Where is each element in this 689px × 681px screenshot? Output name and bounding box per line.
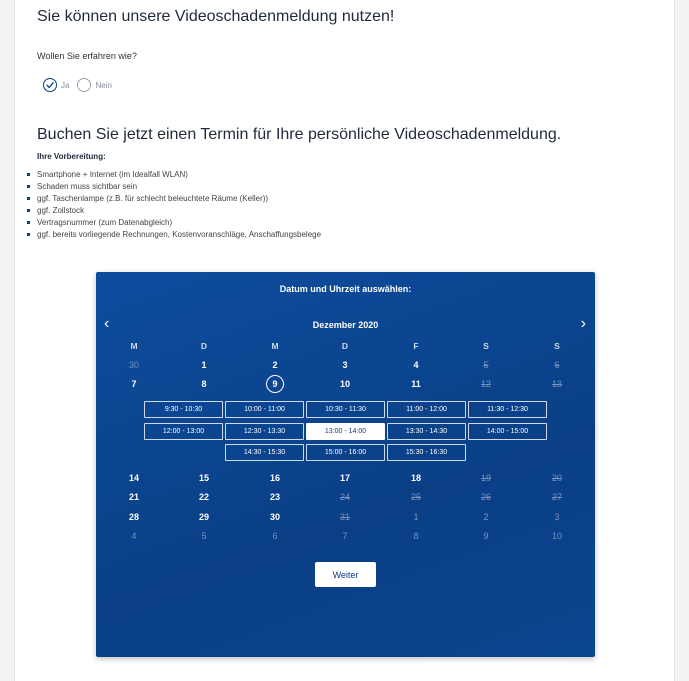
calendar-week-row xyxy=(96,377,595,391)
time-slot[interactable]: 10:00 - 11:00 xyxy=(225,401,304,418)
weekday-label: S xyxy=(554,341,560,351)
time-slot[interactable]: 14:30 - 15:30 xyxy=(225,444,304,461)
calendar-week-row xyxy=(96,529,595,543)
list-item xyxy=(27,205,321,217)
calendar-day: 1 xyxy=(413,512,419,522)
calendar-day[interactable]: 28 xyxy=(128,512,139,522)
time-slot[interactable]: 15:00 - 16:00 xyxy=(306,444,385,461)
calendar-day[interactable]: 7 xyxy=(131,379,137,389)
prep-item-text: ggf. Zollstock xyxy=(37,206,85,215)
prep-list xyxy=(27,169,321,241)
weekday-label: F xyxy=(413,341,419,351)
calendar-day: 27 xyxy=(551,492,562,502)
calendar-day[interactable]: 18 xyxy=(410,473,421,483)
time-slot[interactable]: 14:00 - 15:00 xyxy=(468,423,547,440)
calendar-day: 26 xyxy=(480,492,491,502)
prep-item-text: Vertragsnummer (zum Datenabgleich) xyxy=(37,218,173,227)
calendar-day[interactable]: 3 xyxy=(342,360,348,370)
weekday-label: M xyxy=(271,341,279,351)
calendar-day: 8 xyxy=(413,531,419,541)
bullet-icon xyxy=(27,221,30,224)
calendar-day[interactable]: 22 xyxy=(198,492,209,502)
calendar-day: 25 xyxy=(410,492,421,502)
bullet-icon xyxy=(27,185,30,188)
calendar-week-row xyxy=(96,358,595,372)
bullet-icon xyxy=(27,233,30,236)
radio-nein-label: Nein xyxy=(95,80,112,90)
selected-day-ring: 9 xyxy=(266,375,284,393)
calendar-day[interactable]: 4 xyxy=(413,360,419,370)
time-slot[interactable]: 12:00 - 13:00 xyxy=(144,423,223,440)
calendar-day[interactable]: 16 xyxy=(269,473,280,483)
chevron-right-icon[interactable]: › xyxy=(580,315,586,332)
calendar-day: 24 xyxy=(339,492,350,502)
prep-item-text: Schaden muss sichtbar sein xyxy=(37,182,138,191)
bullet-icon xyxy=(27,173,30,176)
calendar-day[interactable]: 11 xyxy=(411,379,421,389)
radio-nein[interactable] xyxy=(77,78,111,92)
time-slot[interactable]: 11:00 - 12:00 xyxy=(387,401,466,418)
calendar-day: 9 xyxy=(483,531,489,541)
calendar-day[interactable]: 30 xyxy=(269,512,280,522)
chevron-left-icon[interactable]: ‹ xyxy=(104,315,110,332)
calendar-day[interactable]: 10 xyxy=(339,379,350,389)
calendar-day[interactable]: 23 xyxy=(269,492,280,502)
list-item xyxy=(27,181,321,193)
time-slot[interactable]: 15:30 - 16:30 xyxy=(387,444,466,461)
calendar-day: 10 xyxy=(551,531,562,541)
calendar-week-row xyxy=(96,510,595,524)
time-slot[interactable]: 10:30 - 11:30 xyxy=(306,401,385,418)
prep-heading: Ihre Vorbereitung: xyxy=(37,152,106,161)
calendar-week-row xyxy=(96,471,595,485)
weekday-label: D xyxy=(341,341,349,351)
calendar-day-selected[interactable] xyxy=(260,377,290,393)
booking-title: Buchen Sie jetzt einen Termin für Ihre persönliche Videoschadenmeldung. xyxy=(37,126,562,143)
radio-ja[interactable] xyxy=(43,78,69,92)
calendar-day[interactable]: 29 xyxy=(198,512,209,522)
calendar-day: 19 xyxy=(480,473,491,483)
calendar-day: 6 xyxy=(272,531,278,541)
calendar-week-row xyxy=(96,490,595,504)
calendar-day[interactable]: 8 xyxy=(201,379,207,389)
weekday-header xyxy=(96,339,595,353)
appointment-scheduler xyxy=(96,272,595,657)
list-item xyxy=(27,169,321,181)
weekday-label: M xyxy=(130,341,138,351)
list-item xyxy=(27,229,321,241)
calendar-day[interactable]: 17 xyxy=(339,473,350,483)
prep-item-text: Smartphone + Internet (im Idealfall WLAN) xyxy=(37,170,188,179)
calendar-day[interactable]: 21 xyxy=(128,492,139,502)
calendar-day: 6 xyxy=(554,360,560,370)
calendar-day: 7 xyxy=(342,531,348,541)
weekday-label: D xyxy=(200,341,208,351)
time-slot[interactable]: 13:30 - 14:30 xyxy=(387,423,466,440)
prep-item-text: ggf. bereits vorliegende Rechnungen, Kostenvoranschläge, Anschaffungsbelege xyxy=(37,230,322,239)
time-slot[interactable]: 12:30 - 13:30 xyxy=(225,423,304,440)
check-icon xyxy=(43,78,57,92)
calendar-day[interactable]: 15 xyxy=(198,473,209,483)
list-item xyxy=(27,193,321,205)
answer-radio-group xyxy=(43,78,120,92)
prep-item-text: ggf. Taschenlampe (z.B. für schlecht beleuchtete Räume (Keller)) xyxy=(37,194,269,203)
calendar-day: 13 xyxy=(551,379,562,389)
bullet-icon xyxy=(27,197,30,200)
calendar-month: Dezember 2020 xyxy=(312,320,379,330)
calendar-day: 20 xyxy=(551,473,562,483)
calendar-day: 4 xyxy=(131,531,137,541)
time-slot[interactable]: 9:30 - 10:30 xyxy=(144,401,223,418)
intro-title: Sie können unsere Videoschadenmeldung nutzen! xyxy=(37,8,395,25)
calendar-day[interactable]: 1 xyxy=(201,360,207,370)
calendar-day[interactable]: 2 xyxy=(272,360,278,370)
radio-empty-icon xyxy=(77,78,91,92)
calendar-day: 31 xyxy=(339,512,350,522)
calendar-day: 5 xyxy=(483,360,489,370)
page-card xyxy=(14,0,675,681)
intro-question: Wollen Sie erfahren wie? xyxy=(37,51,137,61)
weekday-label: S xyxy=(483,341,489,351)
calendar-day: 5 xyxy=(201,531,207,541)
calendar-day: 12 xyxy=(480,379,491,389)
list-item xyxy=(27,217,321,229)
bullet-icon xyxy=(27,209,30,212)
time-slot-selected[interactable]: 13:00 - 14:00 xyxy=(306,423,385,440)
scheduler-title: Datum und Uhrzeit auswählen: xyxy=(279,284,412,294)
calendar-day: 3 xyxy=(554,512,560,522)
weiter-button[interactable]: Weiter xyxy=(315,562,376,587)
radio-ja-label: Ja xyxy=(61,80,70,90)
time-slot[interactable]: 11:30 - 12:30 xyxy=(468,401,547,418)
calendar-day: 2 xyxy=(483,512,489,522)
calendar-day[interactable]: 14 xyxy=(128,473,139,483)
calendar-day: 30 xyxy=(128,360,139,370)
